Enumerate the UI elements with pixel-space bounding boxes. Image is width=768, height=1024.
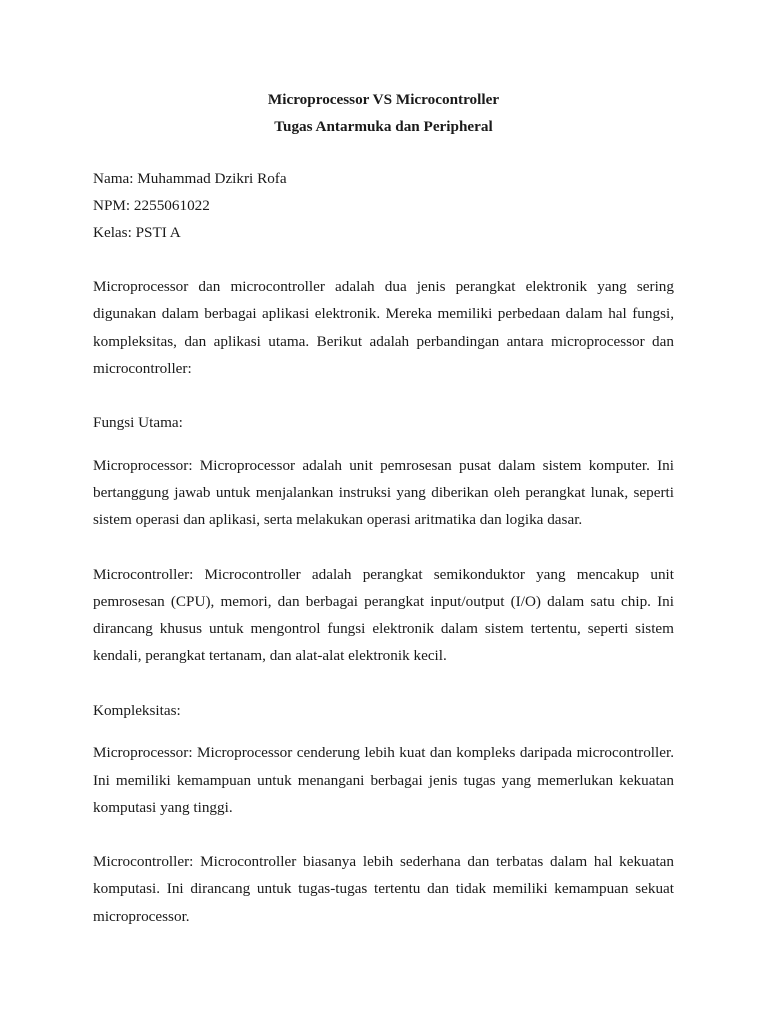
- section-kompleksitas: [93, 697, 674, 930]
- student-name: Nama: Muhammad Dzikri Rofa: [93, 170, 287, 187]
- intro-paragraph: Microprocessor dan microcontroller adalah dua jenis perangkat elektronik yang sering digunakan dalam berbagai aplikasi elektronik. Mereka memiliki perbedaan dalam hal fungsi, kompleksitas, dan aplikasi utama. Berikut adalah perbandingan antara microprocessor dan microcontroller:: [93, 278, 674, 377]
- microcontroller-paragraph: Microcontroller: Microcontroller biasanya lebih sederhana dan terbatas dalam hal kekuatan komputasi. Ini dirancang untuk tugas-tugas tertentu dan tidak memiliki kemampuan sekuat microprocessor.: [93, 853, 674, 925]
- section-fungsi-utama: [93, 409, 674, 670]
- document-subtitle: Tugas Antarmuka dan Peripheral: [274, 118, 493, 135]
- section-heading: Kompleksitas:: [93, 701, 181, 719]
- microprocessor-paragraph: Microprocessor: Microprocessor cenderung lebih kuat dan kompleks daripada microcontroller. Ini memiliki kemampuan untuk menangani berbagai jenis tugas yang memerlukan kekuatan komputasi yang tinggi.: [93, 744, 674, 816]
- student-class: Kelas: PSTI A: [93, 224, 181, 241]
- document-title: Microprocessor VS Microcontroller: [267, 91, 500, 108]
- microprocessor-paragraph: Microprocessor: Microprocessor adalah unit pemrosesan pusat dalam sistem komputer. Ini bertanggung jawab untuk menjalankan instruksi yang diberikan oleh perangkat lunak, seperti sistem operasi dan aplikasi, serta melakukan operasi aritmatika dan logika dasar.: [93, 456, 674, 529]
- student-info: [93, 165, 674, 246]
- section-heading: Fungsi Utama:: [93, 414, 183, 432]
- microcontroller-paragraph: Microcontroller: Microcontroller adalah perangkat semikonduktor yang mencakup unit pemrosesan (CPU), memori, dan berbagai perangkat input/output (I/O) dalam satu chip. Ini dirancang khusus untuk mengontrol fungsi elektronik dalam sistem tertentu, seperti sistem kendali, perangkat tertanam, dan alat-alat elektronik kecil.: [93, 565, 674, 665]
- document-body: [93, 86, 674, 930]
- student-npm: NPM: 2255061022: [93, 197, 210, 214]
